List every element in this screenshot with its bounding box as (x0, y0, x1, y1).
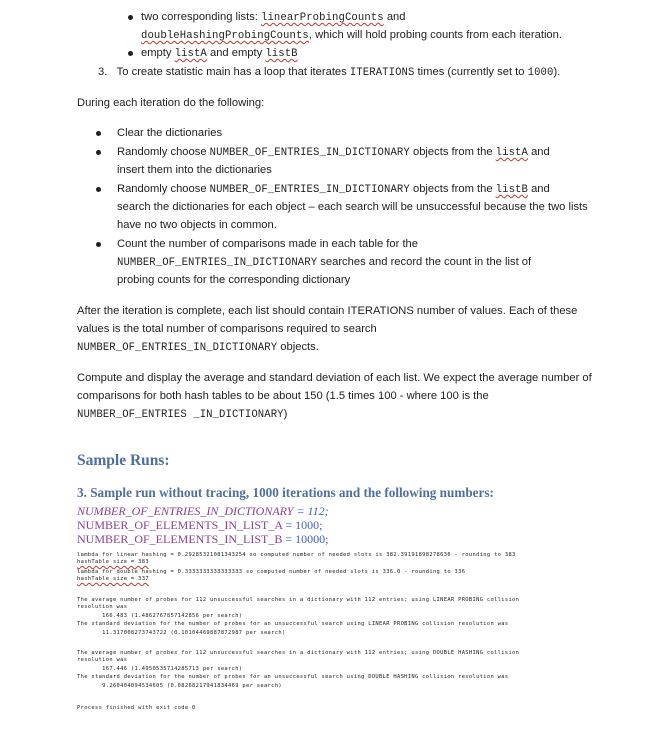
iteration-item-4-cont: NUMBER_OF_ENTRIES_IN_DICTIONARY searches and record the count in the list of (117, 256, 532, 269)
config-entries: NUMBER_OF_ENTRIES_IN_DICTIONARY = 112; (77, 504, 329, 518)
bullet-dot (96, 242, 101, 247)
console-line: hashTable size = 337 (77, 576, 149, 582)
intro-bullet-1-cont: doubleHashingProbingCounts, which will hold probing counts from each iteration. (141, 29, 562, 42)
compute-paragraph-line-2: comparisons for both hash tables to be about 150 (1.5 times 100 - where 100 is the (77, 390, 489, 402)
console-line: The standard deviation for the number of probes for an unsuccessful search using LINEAR PROBING collision resolution was (77, 621, 509, 627)
iteration-item-1: Clear the dictionaries (117, 127, 223, 139)
sample-run-subheading: 3. Sample run without tracing, 1000 iterations and the following numbers: (77, 485, 494, 500)
after-paragraph-line-1: After the iteration is complete, each list should contain ITERATIONS number of values. Each of these (77, 305, 578, 317)
console-line: The average number of probes for 112 unsuccessful searches in a dictionary with 112 entries; using DOUBLE HASHING collision (77, 650, 520, 656)
bullet-dot (96, 187, 101, 192)
console-line: The standard deviation for the number of probes for an unsuccessful search using DOUBLE HASHING collision resolution was (77, 674, 509, 680)
console-line: resolution was (77, 657, 128, 663)
compute-paragraph-line-1: Compute and display the average and standard deviation of each list. We expect the average number of (77, 372, 592, 384)
iteration-item-4-cont2: probing counts for the corresponding dictionary (117, 274, 351, 286)
console-line: lambda for double hashing = 0.3333333333333333 so computed number of needed slots is 336.0 - rounding to 336 (77, 569, 466, 575)
iteration-item-2: Randomly choose NUMBER_OF_ENTRIES_IN_DICTIONARY objects from the listA and (117, 146, 550, 159)
bullet-dot (96, 131, 101, 136)
sample-runs-heading: Sample Runs: (77, 452, 170, 469)
iteration-item-4: Count the number of comparisons made in each table for the (117, 238, 418, 250)
config-list-a: NUMBER_OF_ELEMENTS_IN_LIST_A = 1000; (77, 518, 323, 532)
step-3: 3. To create statistic main has a loop that iterates ITERATIONS times (currently set to 1000). (98, 66, 561, 79)
console-line: 166.483 (1.4862767857142856 per search) (77, 613, 243, 619)
iteration-item-3: Randomly choose NUMBER_OF_ENTRIES_IN_DICTIONARY objects from the listB and (117, 183, 550, 196)
console-line: 9.260404094534605 (0.08268217941834469 per search) (77, 683, 282, 689)
iteration-item-3-cont: search the dictionaries for each object – each search will be unsuccessful because the two lists (117, 201, 588, 213)
compute-paragraph-line-3: NUMBER_OF_ENTRIES _IN_DICTIONARY) (77, 408, 288, 421)
after-paragraph-line-2: values is the total number of comparisons required to search (77, 323, 377, 335)
after-paragraph-line-3: NUMBER_OF_ENTRIES_IN_DICTIONARY objects. (77, 341, 319, 354)
console-line: The average number of probes for 112 unsuccessful searches in a dictionary with 112 entries; using LINEAR PROBING collision (77, 597, 520, 603)
bullet-dot (128, 15, 133, 20)
console-line: 167.446 (1.4950535714285713 per search) (77, 666, 243, 672)
console-line: 11.317008273743722 (0.10104469887872987 per search) (77, 630, 286, 636)
iteration-item-3-cont2: have no two objects in common. (117, 219, 277, 231)
bullet-dot (96, 150, 101, 155)
iteration-intro: During each iteration do the following: (77, 97, 265, 109)
iteration-item-2-cont: insert them into the dictionaries (117, 164, 272, 176)
bullet-dot (128, 51, 133, 56)
console-line: lambda for linear hashing = 0.29285321081343254 so computed number of needed slots is 382.39191898278636 - rounding to 383 (77, 552, 516, 558)
console-line: hashTable size = 383 (77, 559, 149, 565)
intro-bullet-1: two corresponding lists: linearProbingCounts and (141, 11, 406, 24)
console-exit-line: Process finished with exit code 0 (77, 705, 196, 711)
config-list-b: NUMBER_OF_ELEMENTS_IN_LIST_B = 10000; (77, 532, 329, 546)
console-line: resolution was (77, 604, 128, 610)
intro-bullet-2: empty listA and empty listB (141, 47, 298, 60)
